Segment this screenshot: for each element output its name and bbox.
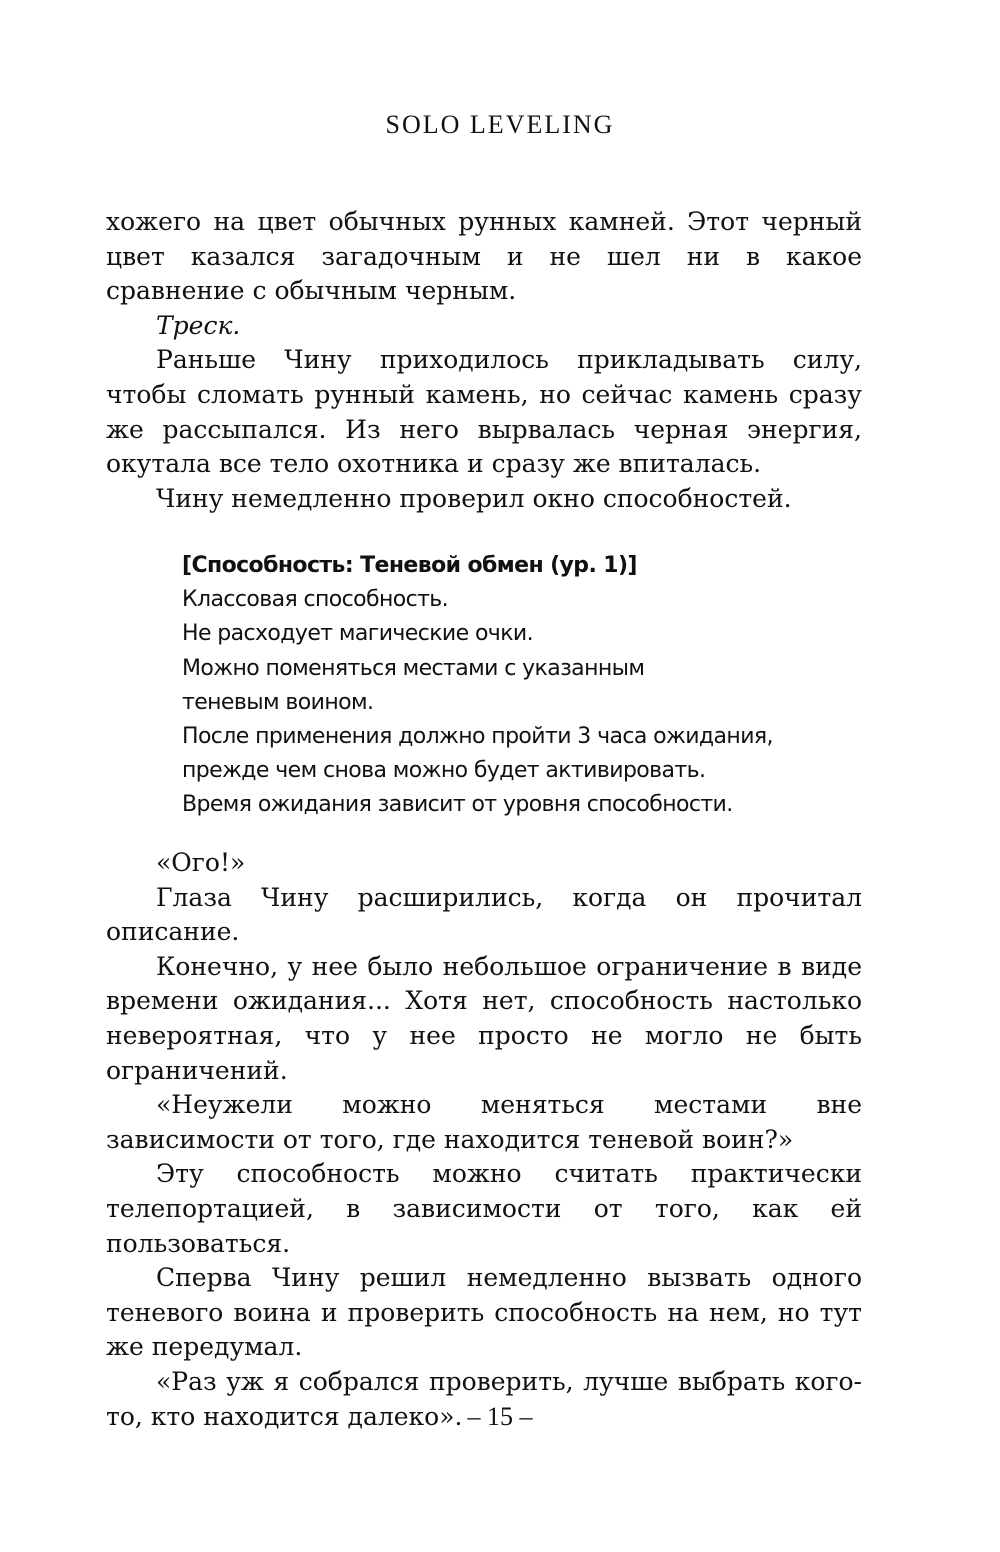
paragraph: Глаза Чину расширились, когда он прочитал описание. <box>106 882 862 947</box>
paragraph: Сперва Чину решил немедленно вызвать одного теневого воина и проверить способность на нем, но тут же передумал. <box>106 1263 862 1362</box>
ability-line: прежде чем снова можно будет активировать. <box>182 758 706 784</box>
ability-line: После применения должно пройти 3 часа ожидания, <box>182 724 773 750</box>
paragraph: Эту способность можно считать практически телепортацией, в зависимости от того, как ей пользоваться. <box>106 1159 862 1258</box>
ability-title: [Способность: Теневой обмен (ур. 1)] <box>182 553 637 578</box>
ability-window <box>182 549 882 823</box>
paragraph: Чину немедленно проверил окно способностей. <box>156 483 792 513</box>
paragraph: «Ого!» <box>156 848 246 877</box>
ability-line: Можно поменяться местами с указанным <box>182 655 645 681</box>
ability-line: теневым воином. <box>182 689 374 715</box>
ability-line: Не расходует магические очки. <box>182 621 533 647</box>
ability-line: Время ожидания зависит от уровня способности. <box>182 792 733 818</box>
paragraph: хожего на цвет обычных рунных камней. Этот черный цвет казался загадочным и не шел ни в какое сравнение с обычным черным. <box>106 207 862 306</box>
ability-line: Классовая способность. <box>182 587 449 613</box>
paragraph: «Раз уж я собрался проверить, лучше выбрать кого-то, кто находится далеко». <box>106 1366 862 1431</box>
running-head: SOLO LEVELING <box>385 110 615 139</box>
text-block-top <box>106 205 862 516</box>
paragraph-sound-effect: Треск. <box>156 310 241 340</box>
page-number: – 15 – <box>467 1402 533 1431</box>
paragraph: «Неужели можно меняться местами вне зависимости от того, где находится теневой воин?» <box>106 1090 862 1154</box>
paragraph: Конечно, у нее было небольшое ограничение в виде времени ожидания... Хотя нет, способность настолько невероятная, что у нее просто не могло не быть ограничений. <box>106 951 862 1085</box>
text-block-bottom <box>106 846 862 1434</box>
paragraph: Раньше Чину приходилось прикладывать силу, чтобы сломать рунный камень, но сейчас камень сразу же рассыпался. Из него вырвалась черная энергия, окутала все тело охотника и сразу же впиталась. <box>106 345 862 479</box>
